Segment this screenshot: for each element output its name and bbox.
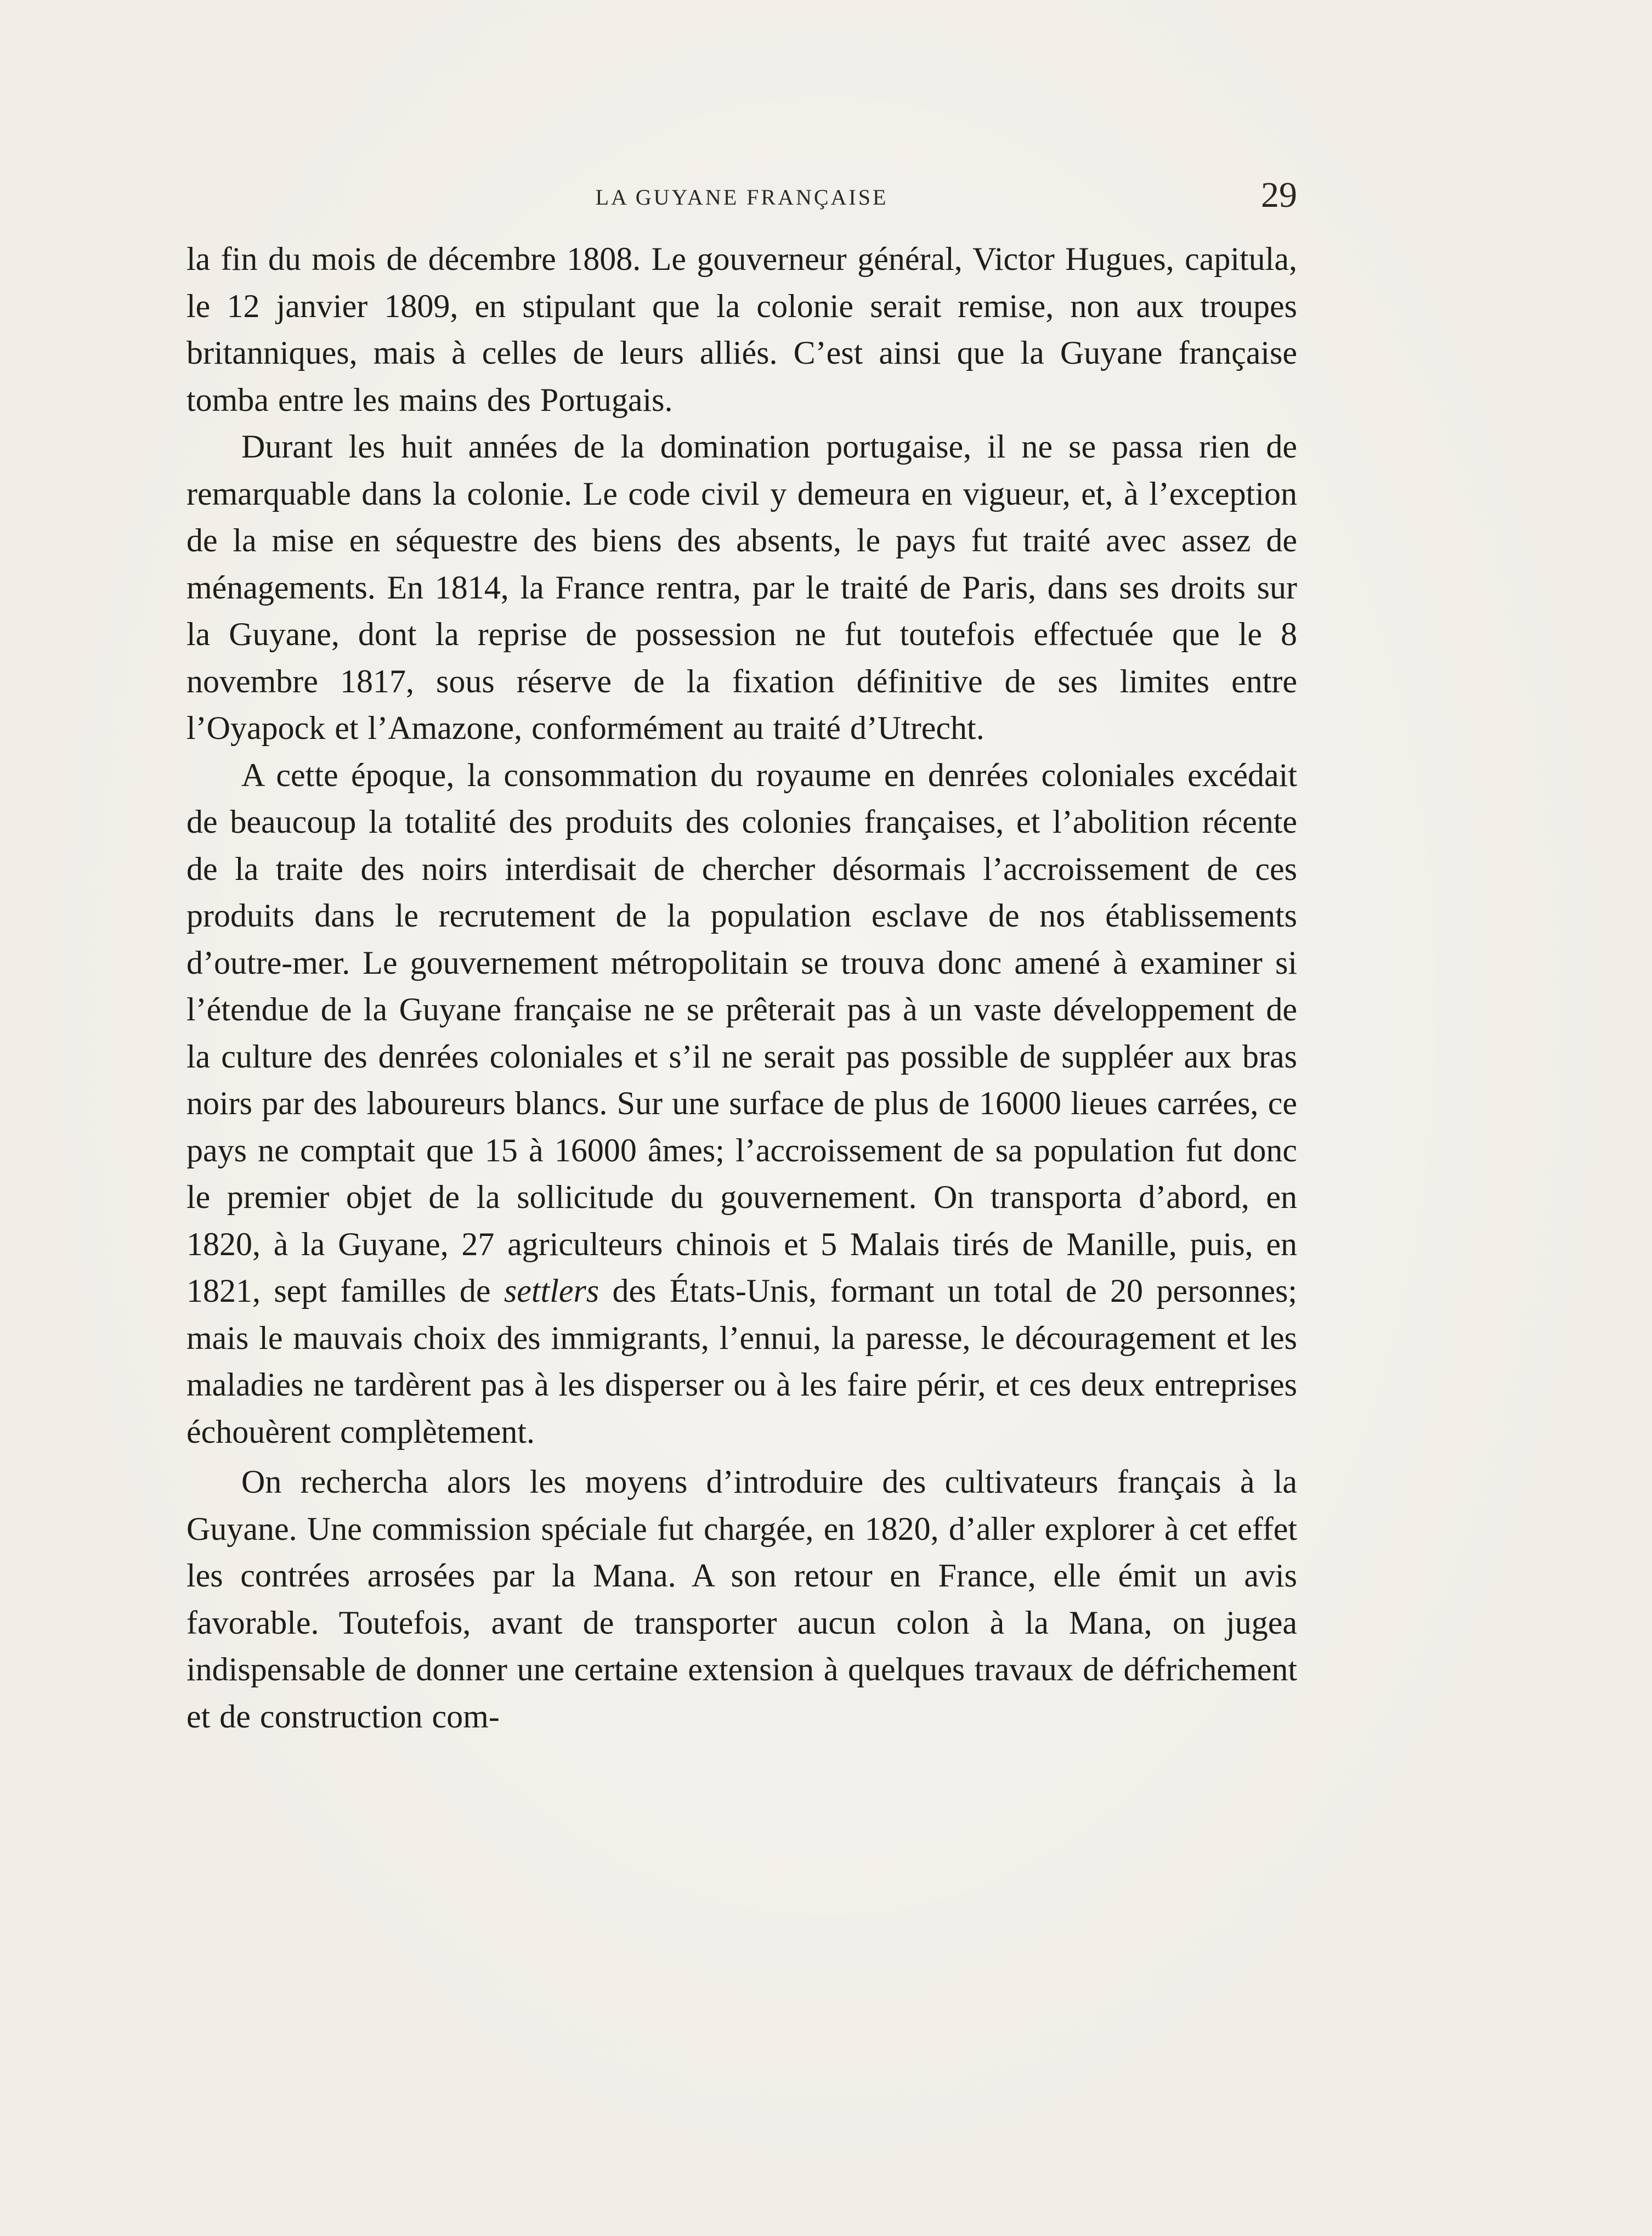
body-text [186, 236, 1297, 1740]
page-number: 29 [1261, 175, 1297, 215]
paragraph-4: On rechercha alors les moyens d’introduire des cultivateurs français à la Guyane. Une commission spéciale fut chargée, en 1820, d’aller explorer à cet effet les contrées arrosées par la Mana. A son retour en France, elle émit un avis favorable. Toutefois, avant de transporter aucun colon à la Mana, on jugea indispensable de donner une certaine extension à quelques travaux de défrichement et de construction com- [186, 1464, 1297, 1735]
paragraph-3-italic-settlers: settlers [503, 1273, 599, 1309]
running-title: LA GUYANE FRANÇAISE [595, 185, 889, 210]
paragraph-2: Durant les huit années de la domination portugaise, il ne se passa rien de remarquable dans la colonie. Le code civil y demeura en vigueur, et, à l’exception de la mise en séquestre des biens des absents, le pays fut traité avec assez de ménagements. En 1814, la France rentra, par le traité de Paris, dans ses droits sur la Guyane, dont la reprise de possession ne fut toutefois effectuée que le 8 novembre 1817, sous réserve de la fixation définitive de ses limites entre l’Oyapock et l’Amazone, conformément au traité d’Utrecht. [186, 428, 1297, 746]
paragraph-3-part-1: A cette époque, la consommation du royaume en denrées coloniales excédait de beaucoup la totalité des produits des colonies françaises, et l’abolition récente de la traite des noirs interdisait de chercher désormais l’accroissement de ces produits dans le recrutement de la population esclave de nos établissements d’outre-mer. Le gouvernement métropolitain se trouva donc amené à examiner si l’étendue de la Guyane française ne se prêterait pas à un vaste développement de la culture des denrées coloniales et s’il ne serait pas possible de suppléer aux bras noirs par des laboureurs blancs. Sur une surface de plus de 16000 lieues carrées, ce pays ne comptait que 15 à 16000 âmes; l’accroissement de sa population fut donc le premier objet de la sollicitude du gouvernement. On transporta d’abord, en 1820, à la Guyane, 27 agriculteurs chinois et 5 Malais tirés de Manille, puis, en 1821, sept familles de [186, 756, 1297, 1309]
paragraph-3 [186, 752, 1297, 1456]
paragraph-1: la fin du mois de décembre 1808. Le gouverneur général, Victor Hugues, capitula, le 12 janvier 1809, en stipulant que la colonie serait remise, non aux troupes britanniques, mais à celles de leurs alliés. C’est ainsi que la Guyane française tomba entre les mains des Portugais. [186, 241, 1297, 418]
paragraph-3-part-2: des États-Unis, formant un total de 20 personnes; mais le mauvais choix des immigrants, l’ennui, la paresse, le découragement et les maladies ne tardèrent pas à les disperser ou à les faire périr, et ces deux entreprises échouèrent complètement. [186, 1273, 1297, 1450]
page-header [186, 174, 1297, 224]
